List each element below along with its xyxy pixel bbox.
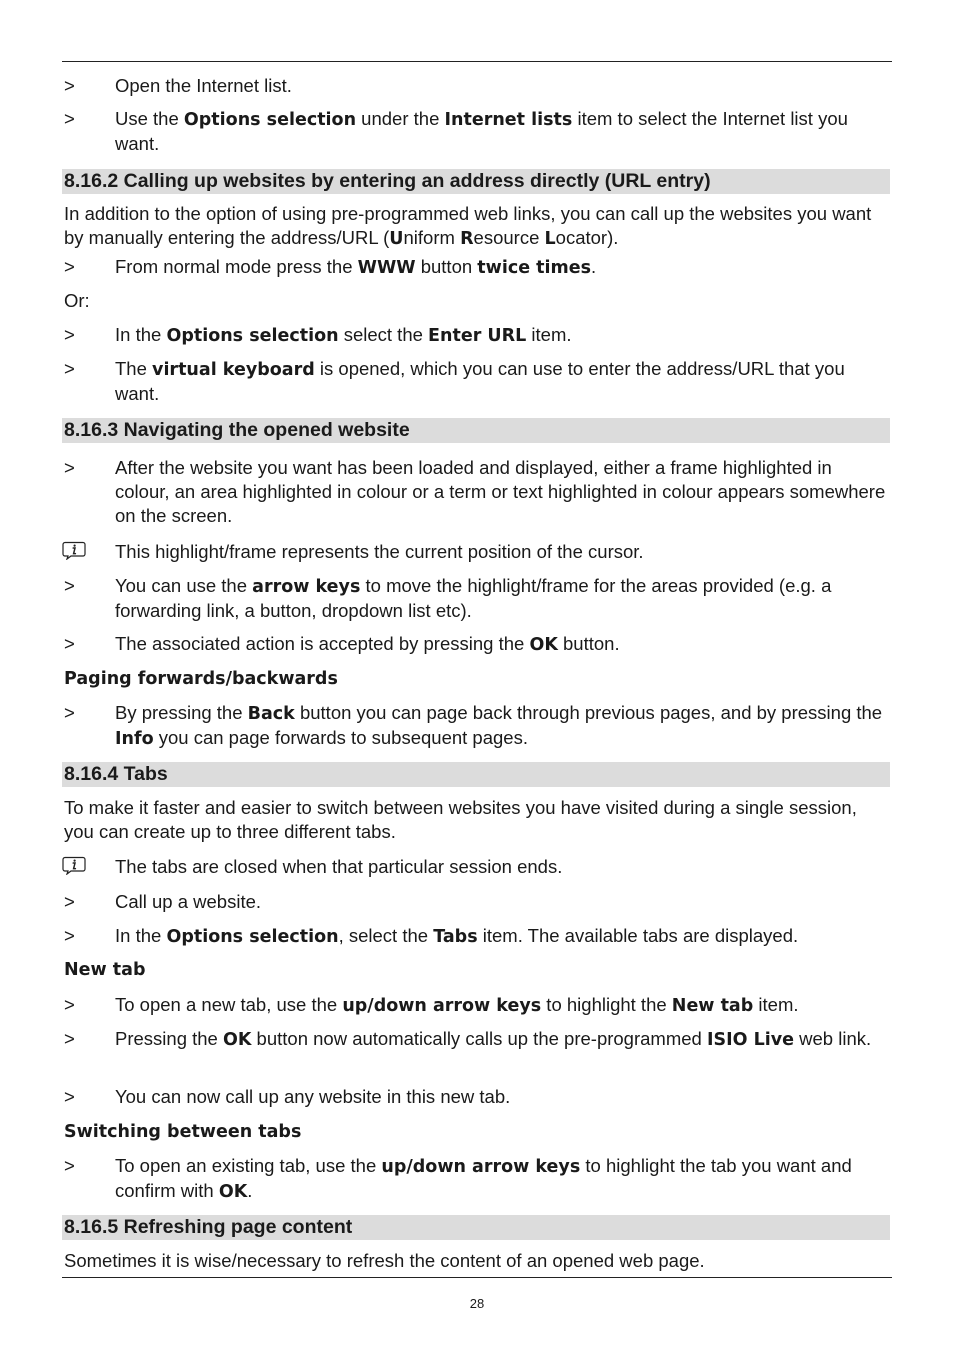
info-icon bbox=[62, 541, 86, 560]
list-item-text: Call up a website. bbox=[115, 891, 262, 912]
top-rule bbox=[62, 61, 892, 62]
bullet-marker: > bbox=[64, 358, 75, 379]
paragraph: To make it faster and easier to switch between websites you have visited during a single session, you can create up to three different tabs. bbox=[64, 797, 857, 842]
bullet-marker: > bbox=[64, 575, 75, 596]
bottom-rule bbox=[62, 1277, 892, 1278]
bullet-marker: > bbox=[64, 1086, 75, 1107]
subheading: Switching between tabs bbox=[64, 1122, 302, 1142]
section-heading: 8.16.4 Tabs bbox=[62, 762, 890, 787]
bullet-marker: > bbox=[64, 994, 75, 1015]
page-number: 28 bbox=[469, 1296, 485, 1311]
section-heading: 8.16.5 Refreshing page content bbox=[62, 1215, 890, 1240]
list-item-text: You can use the arrow keys to move the highlight/frame for the areas provided (e.g. a forwarding link, a button, dropdown list etc). bbox=[115, 575, 832, 621]
list-item-text: By pressing the Back button you can page back through previous pages, and by pressing the Info you can page forwards to subsequent pages. bbox=[115, 702, 883, 749]
bullet-marker: > bbox=[64, 702, 75, 723]
bullet-marker: > bbox=[64, 108, 75, 129]
info-note-text: This highlight/frame represents the current position of the cursor. bbox=[115, 541, 644, 562]
list-item-text: Open the Internet list. bbox=[115, 75, 292, 96]
bullet-marker: > bbox=[64, 633, 75, 654]
list-item-text: The virtual keyboard is opened, which you can use to enter the address/URL that you want. bbox=[115, 358, 845, 404]
bullet-marker: > bbox=[64, 324, 75, 345]
bullet-marker: > bbox=[64, 891, 75, 912]
section-heading: 8.16.3 Navigating the opened website bbox=[62, 418, 890, 443]
bullet-marker: > bbox=[64, 457, 75, 478]
subheading: Paging forwards/backwards bbox=[64, 669, 338, 689]
paragraph: Sometimes it is wise/necessary to refresh the content of an opened web page. bbox=[64, 1250, 705, 1271]
section-heading: 8.16.2 Calling up websites by entering an address directly (URL entry) bbox=[62, 169, 890, 194]
list-item-text: In the Options selection, select the Tabs item. The available tabs are displayed. bbox=[115, 925, 799, 947]
bullet-marker: > bbox=[64, 925, 75, 946]
bullet-marker: > bbox=[64, 256, 75, 277]
or-text: Or: bbox=[64, 290, 90, 311]
bullet-marker: > bbox=[64, 1028, 75, 1049]
bullet-marker: > bbox=[64, 75, 75, 96]
info-note-text: The tabs are closed when that particular session ends. bbox=[115, 856, 563, 877]
list-item-text: Use the Options selection under the Internet lists item to select the Internet list you want. bbox=[115, 108, 848, 154]
list-item-text: To open an existing tab, use the up/down arrow keys to highlight the tab you want and confirm with OK. bbox=[115, 1155, 852, 1202]
list-item-text: After the website you want has been loaded and displayed, either a frame highlighted in colour, an area highlighted in colour or a term or text highlighted in colour appears somewhere on the screen. bbox=[115, 457, 886, 526]
subheading: New tab bbox=[64, 960, 146, 980]
list-item-text: The associated action is accepted by pressing the OK button. bbox=[115, 633, 620, 655]
info-icon bbox=[62, 856, 86, 875]
list-item-text: In the Options selection select the Enter URL item. bbox=[115, 324, 572, 346]
list-item-text: From normal mode press the WWW button twice times. bbox=[115, 256, 597, 278]
list-item-text: You can now call up any website in this new tab. bbox=[115, 1086, 511, 1107]
list-item-text: Pressing the OK button now automatically calls up the pre-programmed ISIO Live web link. bbox=[115, 1028, 872, 1050]
list-item-text: To open a new tab, use the up/down arrow keys to highlight the New tab item. bbox=[115, 994, 799, 1016]
bullet-marker: > bbox=[64, 1155, 75, 1176]
paragraph: In addition to the option of using pre-programmed web links, you can call up the websites you want by manually entering the address/URL (Uniform Resource Locator). bbox=[64, 203, 872, 249]
